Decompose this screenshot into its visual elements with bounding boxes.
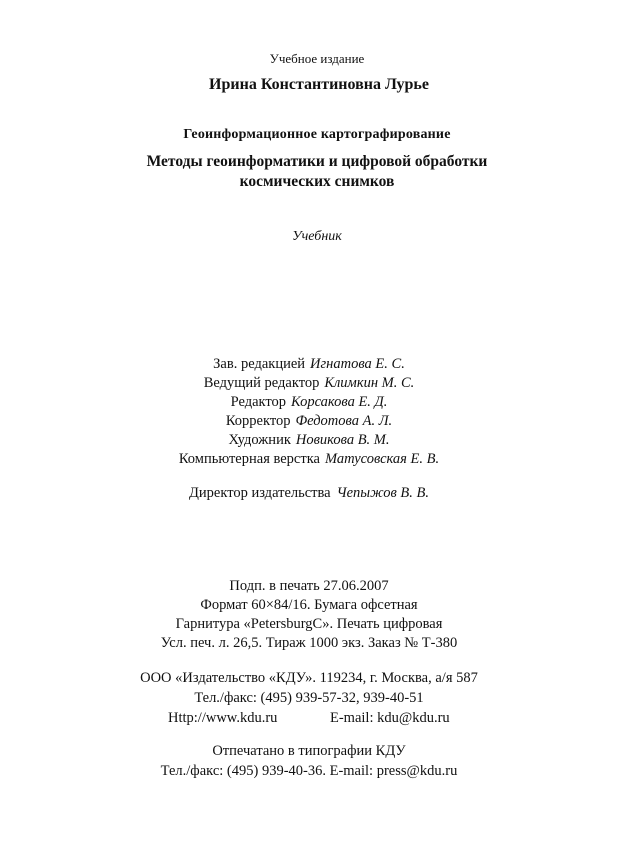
author-name: Ирина Константиновна Лурье bbox=[209, 76, 429, 93]
publisher-email-link[interactable]: E-mail: kdu@kdu.ru bbox=[330, 710, 450, 726]
printer-name: Отпечатано в типографии КДУ bbox=[212, 743, 406, 759]
print-signed-date: Подп. в печать 27.06.2007 bbox=[229, 578, 389, 594]
staff-row bbox=[0, 431, 618, 450]
director-role: Директор издательства bbox=[189, 485, 331, 501]
publisher-info bbox=[0, 669, 618, 728]
printer-info bbox=[0, 742, 618, 781]
staff-person: Корсакова Е. Д. bbox=[291, 394, 388, 410]
staff-role: Ведущий редактор bbox=[203, 375, 320, 391]
publisher-web-row bbox=[0, 708, 618, 728]
publisher-name-address: ООО «Издательство «КДУ». 119234, г. Москва, а/я 587 bbox=[140, 670, 478, 686]
print-sheets-run: Усл. печ. л. 26,5. Тираж 1000 экз. Заказ № Т-380 bbox=[160, 635, 458, 651]
print-details bbox=[0, 577, 618, 653]
book-subtitle-line2: космических снимков bbox=[239, 173, 395, 190]
printer-contacts: Тел./факс: (495) 939-40-36. E-mail: press@kdu.ru bbox=[160, 762, 458, 779]
staff-person: Федотова А. Л. bbox=[295, 413, 393, 429]
print-typeface: Гарнитура «PetersburgC». Печать цифровая bbox=[175, 616, 443, 632]
staff-row bbox=[0, 374, 618, 393]
print-format: Формат 60×84/16. Бумага офсетная bbox=[200, 597, 418, 613]
staff-row bbox=[0, 355, 618, 374]
staff-role: Зав. редакцией bbox=[213, 356, 306, 372]
staff-role: Художник bbox=[228, 432, 291, 448]
staff-row bbox=[0, 450, 618, 469]
director-line bbox=[0, 485, 618, 502]
staff-row bbox=[0, 393, 618, 412]
series-label: Учебное издание bbox=[269, 51, 365, 66]
staff-person: Климкин М. С. bbox=[324, 375, 415, 391]
book-title: Геоинформационное картографирование bbox=[183, 127, 451, 142]
editorial-staff-list bbox=[0, 355, 618, 469]
staff-person: Матусовская Е. В. bbox=[324, 451, 440, 467]
staff-role: Редактор bbox=[230, 394, 287, 410]
book-genre: Учебник bbox=[292, 229, 342, 244]
publisher-phone: Тел./факс: (495) 939-57-32, 939-40-51 bbox=[194, 689, 424, 706]
book-subtitle-line1: Методы геоинформатики и цифровой обработки bbox=[146, 153, 488, 170]
publisher-website-link[interactable]: Http://www.kdu.ru bbox=[168, 710, 278, 726]
staff-role: Компьютерная верстка bbox=[178, 451, 320, 467]
staff-person: Игнатова Е. С. bbox=[310, 356, 405, 372]
staff-person: Новикова В. М. bbox=[295, 432, 390, 448]
director-person: Чепыжов В. В. bbox=[336, 485, 429, 501]
staff-row bbox=[0, 412, 618, 431]
staff-role: Корректор bbox=[225, 413, 291, 429]
